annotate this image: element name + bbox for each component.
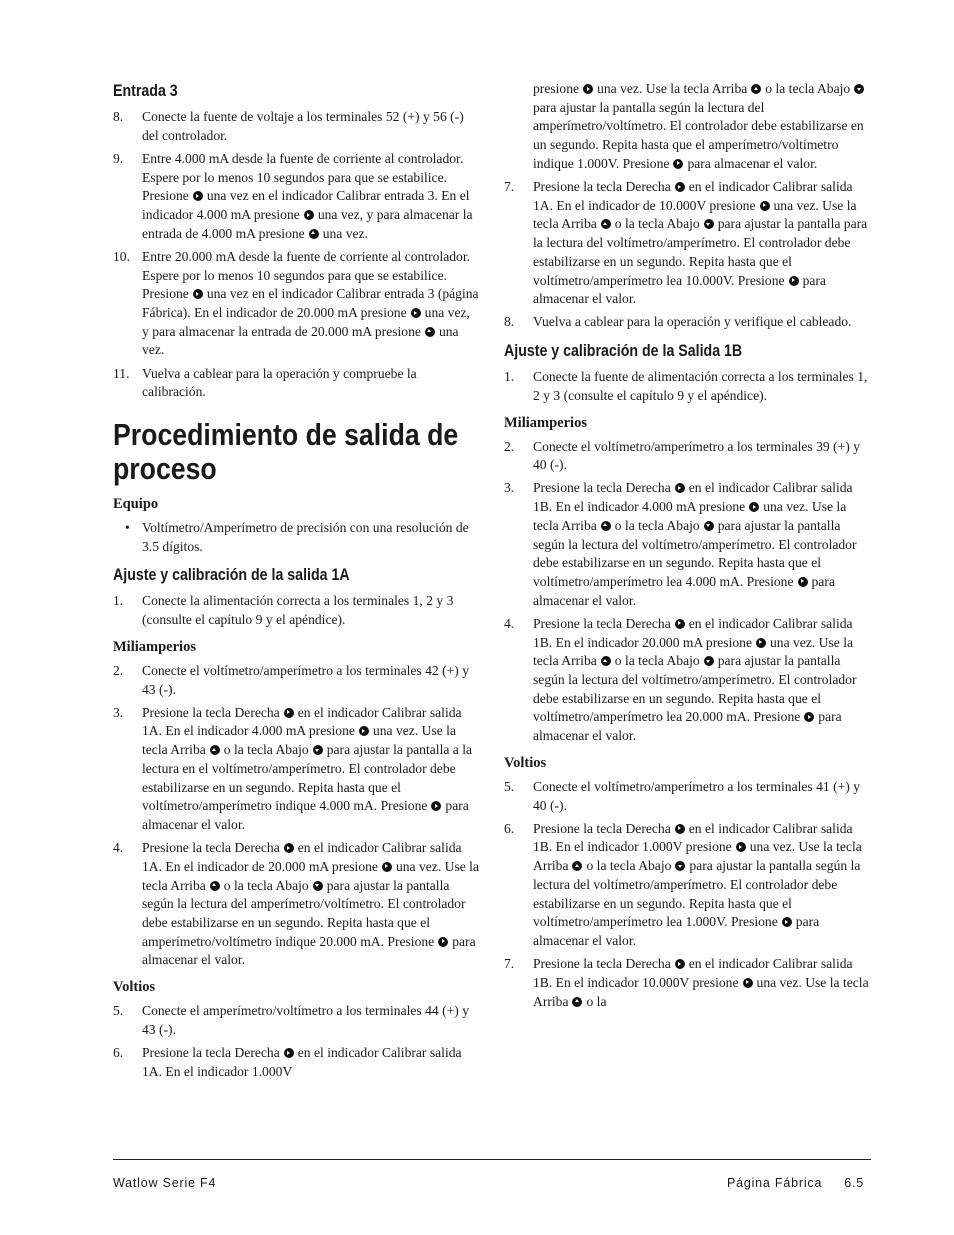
step-text: una vez. Use la tecla Arriba xyxy=(142,723,456,758)
step-text: Conecte la fuente de voltaje a los terminales 52 (+) y 56 (-) del controlador. xyxy=(142,109,464,143)
step-text: una vez, y para almacenar la entrada de 4.000 mA presione xyxy=(142,207,473,241)
step-text: Presione la tecla Derecha xyxy=(533,820,671,836)
left-column xyxy=(113,80,479,1089)
up-key-icon xyxy=(572,997,582,1007)
down-key-icon xyxy=(313,881,323,891)
item-number: 6. xyxy=(113,1045,124,1061)
list-item xyxy=(113,519,479,556)
step-text: una vez en el indicador Calibrar entrada 3. En el indicador 4.000 mA presione xyxy=(142,188,470,223)
step-text: en el indicador Calibrar salida 1B. En el indicador 10.000V presione xyxy=(533,956,853,990)
step-text: para ajustar la pantalla a la lectura en el voltímetro/amperímetro. El controlador debe estabilizarse en un segundo. Repita hasta que el voltímetro/amperímetro indique 4.000 mA. Presione xyxy=(142,742,473,814)
up-key-icon xyxy=(210,881,220,891)
item-number: 9. xyxy=(113,150,124,166)
right-key-icon xyxy=(782,917,792,927)
item-number: 3. xyxy=(504,480,515,496)
right-key-icon xyxy=(675,182,685,192)
entrada3-heading: Entrada 3 xyxy=(113,82,178,100)
up-key-icon xyxy=(309,229,319,239)
list-item xyxy=(113,1044,479,1081)
right-key-icon xyxy=(749,502,759,512)
step-text: para almacenar el valor. xyxy=(533,573,835,608)
step-text: Conecte la fuente de alimentación correcta a los terminales 1, 2 y 3 (consulte el capítulo 9 y el apéndice). xyxy=(533,369,868,403)
up-key-icon xyxy=(601,219,611,229)
down-key-icon xyxy=(313,745,323,755)
step-text: una vez. xyxy=(142,323,459,358)
miliamperios-1b-heading: Miliamperios xyxy=(504,414,587,431)
item-number: 1. xyxy=(504,369,515,385)
list-item xyxy=(504,479,870,610)
item-number: 11. xyxy=(113,365,130,381)
item-number: 10. xyxy=(113,248,130,264)
item-number: 4. xyxy=(113,840,124,856)
salida1b-list xyxy=(504,368,870,405)
continued-step-6 xyxy=(504,80,870,174)
list-item xyxy=(113,365,479,402)
right-key-icon xyxy=(382,862,392,872)
step-text: en el indicador Calibrar salida 1B. En el indicador 1.000V presione xyxy=(533,820,853,855)
footer-product: Watlow Serie F4 xyxy=(113,1176,217,1190)
right-key-icon xyxy=(675,619,685,629)
right-key-icon xyxy=(736,842,746,852)
page-title: Procedimiento de salida de proceso xyxy=(113,417,459,487)
step-text: en el indicador Calibrar salida 1A. En el indicador 4.000 mA presione xyxy=(142,704,462,739)
list-item xyxy=(504,178,870,309)
step-text: o la xyxy=(586,993,607,1009)
item-number: • xyxy=(125,520,130,536)
item-number: 5. xyxy=(113,1003,124,1019)
step-text: para ajustar la pantalla según la lectura del amperímetro/voltímetro. El controlador debe estabilizarse en un segundo. Repita hasta que el amperímetro/voltímetro indique 1.000V. Presione xyxy=(533,99,864,171)
step-text: una vez. Use la tecla Arriba xyxy=(533,839,862,874)
step-text: una vez. Use la tecla Arriba xyxy=(533,974,869,1009)
list-item xyxy=(113,108,479,145)
step-text: para ajustar la pantalla según la lectura del voltímetro/amperímetro. El controlador debe estabilizarse en un segundo. Repita hasta que el voltímetro/amperímetro lea 1.000V. Presione xyxy=(533,858,861,930)
list-item xyxy=(113,1002,479,1039)
right-key-icon xyxy=(193,289,203,299)
equipo-list xyxy=(113,519,479,556)
list-item xyxy=(504,955,870,1011)
miliamperios-1b-list xyxy=(504,438,870,746)
list-item xyxy=(113,150,479,244)
item-number: 7. xyxy=(504,179,515,195)
down-key-icon xyxy=(704,521,714,531)
step-text: para almacenar el valor. xyxy=(533,709,842,744)
step-text: para almacenar el valor. xyxy=(533,272,826,307)
item-number: 1. xyxy=(113,593,124,609)
step-text: Presione la tecla Derecha xyxy=(142,1045,280,1061)
list-item xyxy=(113,704,479,835)
equipo-heading: Equipo xyxy=(113,496,159,513)
right-key-icon xyxy=(359,726,369,736)
list-item xyxy=(113,662,479,699)
item-number: 3. xyxy=(113,704,124,720)
step-text: presione xyxy=(533,81,580,96)
step-text: Presione la tecla Derecha xyxy=(142,840,280,856)
step-text: Presione la tecla Derecha xyxy=(142,704,280,720)
list-item xyxy=(504,438,870,475)
step-text: Presione la tecla Derecha xyxy=(533,179,671,195)
up-key-icon xyxy=(210,745,220,755)
step-text: o la tecla Abajo xyxy=(614,517,700,533)
list-item xyxy=(504,820,870,951)
step-text: Presione la tecla Derecha xyxy=(533,615,671,631)
down-key-icon xyxy=(704,656,714,666)
step-text: Presione la tecla Derecha xyxy=(533,956,671,972)
list-item xyxy=(113,592,479,629)
down-key-icon xyxy=(704,219,714,229)
item-number: 2. xyxy=(504,438,515,454)
salida1a-final-list xyxy=(504,178,870,332)
right-key-icon xyxy=(583,84,593,94)
step-text: una vez. Use la tecla Arriba xyxy=(597,81,748,96)
item-number: 6. xyxy=(504,820,515,836)
step-text: o la tecla Abajo xyxy=(586,858,672,874)
item-number: 8. xyxy=(504,314,515,330)
voltios-1b-list xyxy=(504,778,870,1011)
step-text: o la tecla Abajo xyxy=(223,877,309,893)
right-key-icon xyxy=(789,276,799,286)
step-text: una vez en el indicador Calibrar entrada 3 (página Fábrica). En el indicador de 20.000 mA presione xyxy=(142,286,479,321)
step-text: en el indicador Calibrar salida 1B. En el indicador 20.000 mA presione xyxy=(533,615,853,650)
step-text: una vez, y para almacenar la entrada de 20.000 mA presione xyxy=(142,305,470,339)
up-key-icon xyxy=(601,521,611,531)
footer-divider xyxy=(113,1159,871,1160)
item-number: 5. xyxy=(504,778,515,794)
salida1a-heading: Ajuste y calibración de la salida 1A xyxy=(113,566,350,585)
right-key-icon xyxy=(673,159,683,169)
miliamperios-1a-list xyxy=(113,662,479,970)
list-item xyxy=(113,839,479,970)
right-key-icon xyxy=(675,483,685,493)
footer-page-info xyxy=(727,1176,864,1190)
right-key-icon xyxy=(284,843,294,853)
list-item xyxy=(504,778,870,815)
step-text: Entre 4.000 mA desde la fuente de corriente al controlador. Espere por lo menos 10 segundos para que se estabilice. Presione xyxy=(142,150,464,204)
down-key-icon xyxy=(675,861,685,871)
voltios-1a-list xyxy=(113,1002,479,1081)
entrada3-list xyxy=(113,108,479,402)
step-text: o la tecla Abajo xyxy=(223,742,309,758)
footer-section: Página Fábrica xyxy=(726,1176,823,1190)
up-key-icon xyxy=(601,656,611,666)
step-text: una vez. Use la tecla Arriba xyxy=(533,634,854,669)
salida1b-heading: Ajuste y calibración de la Salida 1B xyxy=(504,342,743,361)
step-text: para almacenar el valor. xyxy=(142,933,476,968)
step-text: para ajustar la pantalla según la lectura del voltímetro/amperímetro. El controlador debe estabilizarse en un segundo. Repita hasta que el voltímetro/amperímetro lea 4.000 mA. Presione xyxy=(533,517,857,589)
right-key-icon xyxy=(675,959,685,969)
step-text: Conecte el voltímetro/amperímetro a los terminales 41 (+) y 40 (-). xyxy=(533,778,861,813)
right-key-icon xyxy=(804,712,814,722)
right-key-icon xyxy=(798,577,808,587)
up-key-icon xyxy=(751,84,761,94)
step-text: o la tecla Abajo xyxy=(765,81,851,96)
right-key-icon xyxy=(760,201,770,211)
list-item xyxy=(504,615,870,746)
right-column xyxy=(504,80,870,1019)
footer-page-number: 6.5 xyxy=(844,1176,864,1190)
step-text: para almacenar el valor. xyxy=(687,155,818,171)
salida1a-list xyxy=(113,592,479,629)
step-text: Presione la tecla Derecha xyxy=(533,480,671,496)
right-key-icon xyxy=(743,978,753,988)
down-key-icon xyxy=(854,84,864,94)
voltios-1b-heading: Voltios xyxy=(504,754,547,771)
step-text: Vuelva a cablear para la operación y compruebe la calibración. xyxy=(142,365,417,400)
right-key-icon xyxy=(284,708,294,718)
step-text: para ajustar la pantalla según la lectura del voltímetro/amperímetro. El controlador debe estabilizarse en un segundo. Repita hasta que el voltímetro/amperímetro lea 20.000 mA. Presione xyxy=(533,653,857,725)
step-text: para almacenar el valor. xyxy=(533,914,820,948)
right-key-icon xyxy=(304,210,314,220)
right-key-icon xyxy=(411,308,421,318)
voltios-1a-heading: Voltios xyxy=(113,979,156,996)
right-key-icon xyxy=(675,824,685,834)
step-text: una vez. Use la tecla Arriba xyxy=(533,197,857,232)
step-text: Conecte el voltímetro/amperímetro a los terminales 39 (+) y 40 (-). xyxy=(533,438,861,473)
right-key-icon xyxy=(438,937,448,947)
step-text: en el indicador Calibrar salida 1A. En el indicador de 20.000 mA presione xyxy=(142,840,462,874)
step-text: Conecte la alimentación correcta a los terminales 1, 2 y 3 (consulte el capítulo 9 y el apéndice). xyxy=(142,593,454,628)
miliamperios-1a-heading: Miliamperios xyxy=(113,638,196,655)
item-number: 7. xyxy=(504,956,515,972)
step-text: en el indicador Calibrar salida 1A. En el indicador de 10.000V presione xyxy=(533,179,853,213)
step-text: una vez. Use la tecla Arriba xyxy=(533,499,847,533)
right-key-icon xyxy=(193,191,203,201)
item-number: 2. xyxy=(113,662,124,678)
right-key-icon xyxy=(284,1048,294,1058)
up-key-icon xyxy=(425,327,435,337)
item-number: 8. xyxy=(113,109,124,124)
step-text: Entre 20.000 mA desde la fuente de corriente al controlador. Espere por lo menos 10 segundos para que se estabilice. Presione xyxy=(142,248,471,302)
step-text: Vuelva a cablear para la operación y verifique el cableado. xyxy=(533,314,852,330)
list-item xyxy=(113,248,479,360)
step-text: para ajustar la pantalla para la lectura del voltímetro/amperímetro. El controlador debe estabilizarse en un segundo. Repita hasta que el voltímetro/amperímetro lea 10.000V. Presione xyxy=(533,216,868,288)
up-key-icon xyxy=(572,861,582,871)
step-text: Voltímetro/Amperímetro de precisión con una resolución de 3.5 dígitos. xyxy=(142,520,469,554)
step-text: para almacenar el valor. xyxy=(142,798,469,832)
list-item xyxy=(504,313,870,332)
step-text: una vez. Use la tecla Arriba xyxy=(142,858,479,893)
step-text: una vez. xyxy=(322,225,368,241)
step-text: Conecte el amperímetro/voltímetro a los terminales 44 (+) y 43 (-). xyxy=(142,1003,470,1037)
list-item xyxy=(504,368,870,405)
item-number: 4. xyxy=(504,615,515,631)
step-text: Conecte el voltímetro/amperímetro a los terminales 42 (+) y 43 (-). xyxy=(142,662,470,697)
step-text: en el indicador Calibrar salida 1A. En el indicador 1.000V xyxy=(142,1045,462,1079)
step-text: para ajustar la pantalla según la lectura del amperímetro/voltímetro. El controlador debe estabilizarse en un segundo. Repita hasta que el amperímetro/voltímetro indique 20.000 mA. Presione xyxy=(142,877,466,949)
step-text: o la tecla Abajo xyxy=(614,216,700,232)
step-text: en el indicador Calibrar salida 1B. En el indicador 4.000 mA presione xyxy=(533,480,853,515)
right-key-icon xyxy=(756,638,766,648)
right-key-icon xyxy=(431,801,441,811)
step-text: o la tecla Abajo xyxy=(614,653,700,669)
